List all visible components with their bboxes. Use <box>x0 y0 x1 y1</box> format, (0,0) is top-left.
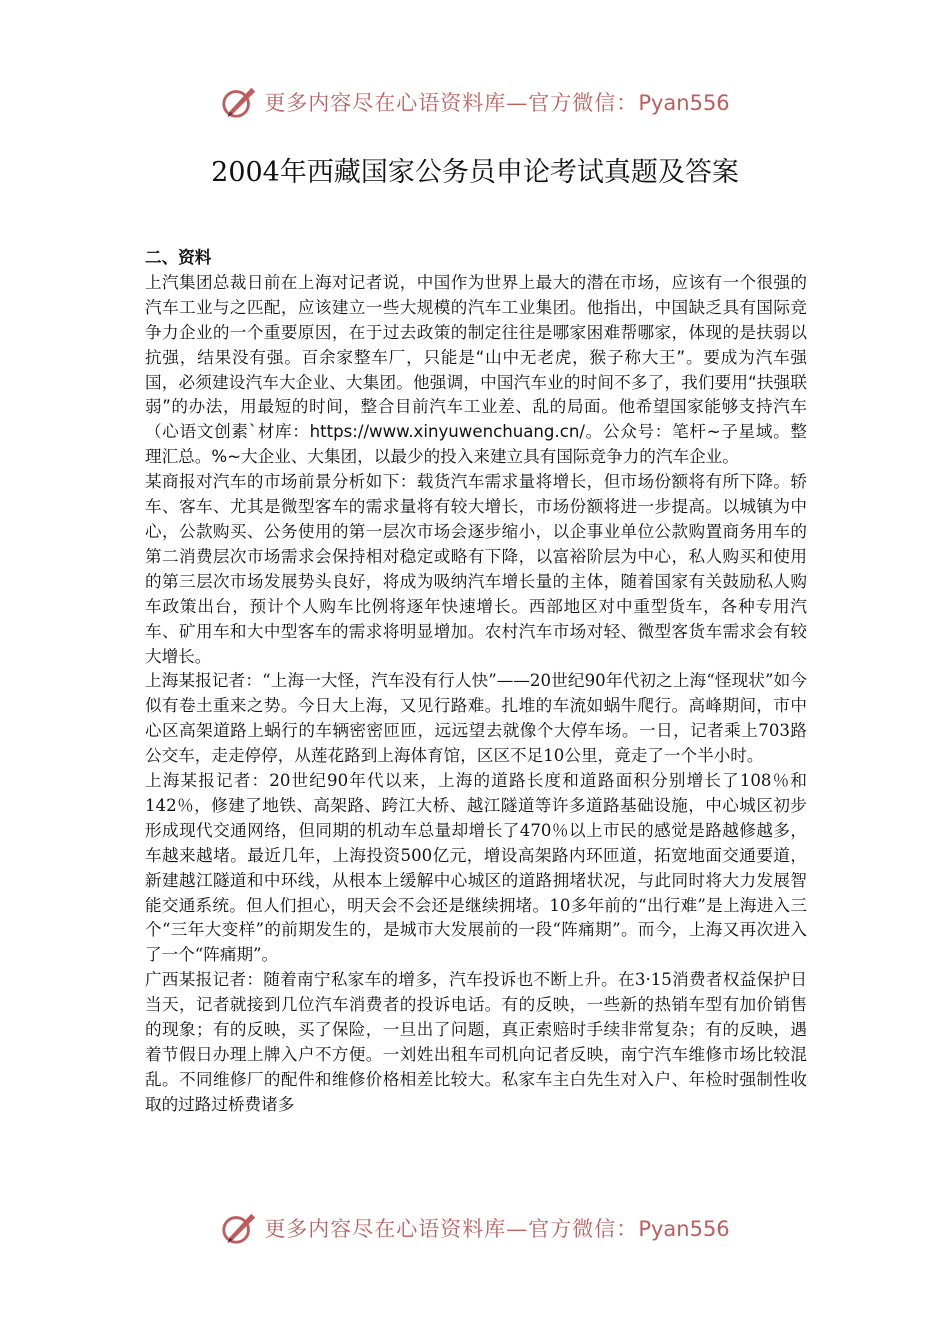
pen-logo-icon <box>220 83 258 121</box>
watermark-text: 更多内容尽在心语资料库—官方微信：Pyan556 <box>264 1217 730 1241</box>
watermark-text: 更多内容尽在心语资料库—官方微信：Pyan556 <box>264 91 730 115</box>
wechat-id: Pyan556 <box>638 91 730 115</box>
header-watermark <box>0 82 950 122</box>
pen-logo-icon <box>220 1209 258 1247</box>
paragraph: 上海某报记者：“上海一大怪，汽车没有行人快”——20世纪90年代初之上海“怪现状”如今似有卷土重来之势。今日大上海，又见行路难。扎堆的车流如蜗牛爬行。高峰期间，市中心区高架道路上蜗行的车辆密密匝匝，远远望去就像个大停车场。一日，记者乘上703路公交车，走走停停，从莲花路到上海体育馆，区区不足10公里，竟走了一个半小时。 <box>145 671 807 766</box>
section-heading: 二、资料 <box>145 248 212 267</box>
page-title: 2004年西藏国家公务员申论考试真题及答案 <box>211 157 739 188</box>
paragraph: 广西某报记者：随着南宁私家车的增多，汽车投诉也不断上升。在3·15消费者权益保护日当天，记者就接到几位汽车消费者的投诉电话。有的反映，一些新的热销车型有加价销售的现象；有的反映，买了保险，一旦出了问题，真正索赔时手续非常复杂；有的反映，遇着节假日办理上牌入户不方便。一刘姓出租车司机向记者反映，南宁汽车维修市场比较混乱。不同维修厂的配件和维修价格相差比较大。私家车主白先生对入户、年检时强制性收取的过路过桥费诸多 <box>145 970 807 1114</box>
document-body <box>145 246 807 1118</box>
paragraph: 某商报对汽车的市场前景分析如下：载货汽车需求量将增长，但市场份额将有所下降。轿车、客车、尤其是微型客车的需求量将有较大增长，市场份额将进一步提高。以城镇为中心，公款购买、公务使用的第一层次市场会逐步缩小，以企事业单位公款购置商务用车的第二消费层次市场需求会保持相对稳定或略有下降，以富裕阶层为中心，私人购买和使用的第三层次市场发展势头良好，将成为吸纳汽车增长量的主体，随着国家有关鼓励私人购车政策出台，预计个人购车比例将逐年快速增长。西部地区对中重型货车，各种专用汽车、矿用车和大中型客车的需求将明显增加。农村汽车市场对轻、微型客货车需求会有较大增长。 <box>145 472 807 666</box>
paragraph: 上汽集团总裁日前在上海对记者说，中国作为世界上最大的潜在市场，应该有一个很强的汽车工业与之匹配，应该建立一些大规模的汽车工业集团。他指出，中国缺乏具有国际竞争力企业的一个重要原因，在于过去政策的制定往往是哪家困难帮哪家，体现的是扶弱以抗强，结果没有强。百余家整车厂，只能是“山中无老虎，猴子称大王”。要成为汽车强国，必须建设汽车大企业、大集团。他强调，中国汽车业的时间不多了，我们要用“扶强联弱”的办法，用最短的时间，整合目前汽车工业差、乱的局面。他希望国家能够支持汽车（心语文创素`材库：https://www.xinyuwenchuang.cn/。公众号：笔杆~子星域。整理汇总。%~大企业、大集团，以最少的投入来建立具有国际竞争力的汽车企业。 <box>145 272 807 467</box>
paragraph: 上海某报记者：20世纪90年代以来，上海的道路长度和道路面积分别增长了108％和142％，修建了地铁、高架路、跨江大桥、越江隧道等许多道路基础设施，中心城区初步形成现代交通网络，但同期的机动车总量却增长了470％以上市民的感觉是路越修越多，车越来越堵。最近几年，上海投资500亿元，增设高架路内环匝道，拓宽地面交通要道，新建越江隧道和中环线，从根本上缓解中心城区的道路拥堵状况，与此同时将大力发展智能交通系统。但人们担心，明天会不会还是继续拥堵。10多年前的“出行难”是上海进入三个“三年大变样”的前期发生的，是城市大发展前的一段“阵痛期”。而今，上海又再次进入了一个“阵痛期”。 <box>145 771 807 965</box>
wechat-id: Pyan556 <box>638 1217 730 1241</box>
footer-watermark <box>0 1208 950 1248</box>
